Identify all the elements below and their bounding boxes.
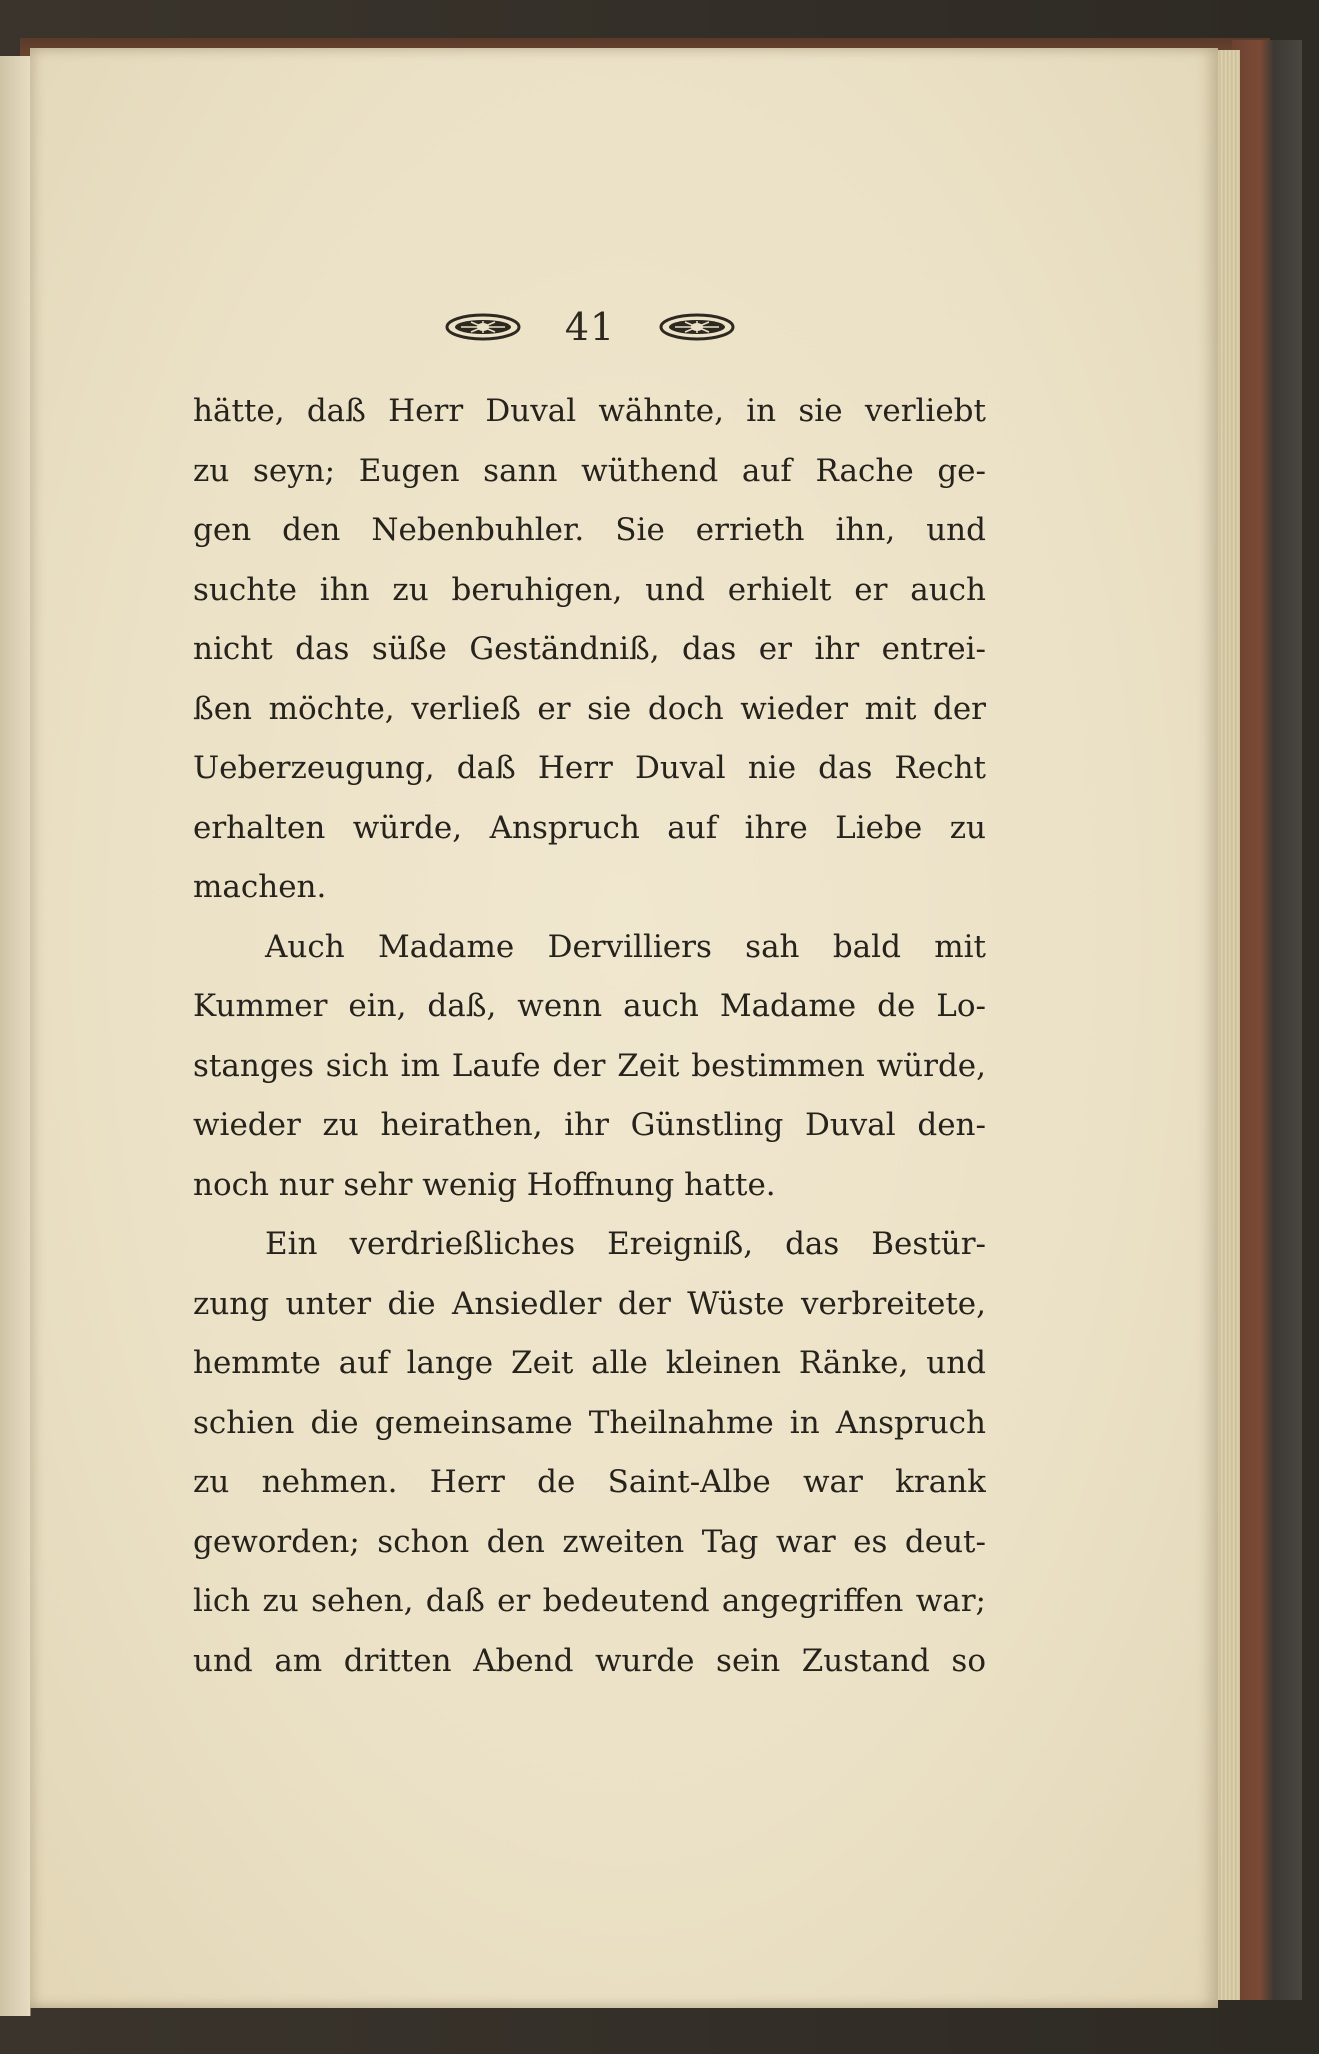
text-line: geworden; schon den zweiten Tag war es deut- [193, 1523, 986, 1560]
text-line: hätte, daß Herr Duval wähnte, in sie verliebt [193, 393, 986, 429]
text-line: machen. [193, 869, 327, 905]
text-line: stanges sich im Laufe der Zeit bestimmen würde, [193, 1047, 986, 1084]
text-line: und am dritten Abend wurde sein Zustand so [193, 1642, 986, 1679]
cover-board-right [1232, 40, 1302, 2000]
text-line: noch nur sehr wenig Hoffnung hatte. [193, 1166, 776, 1203]
text-line: erhalten würde, Anspruch auf ihre Liebe zu [193, 809, 986, 846]
rosette-ornament-left-icon [445, 313, 521, 341]
text-line: suchte ihn zu beruhigen, und erhielt er auch [193, 571, 986, 608]
text-line: nicht das süße Geständniß, das er ihr entrei- [193, 631, 986, 667]
text-line: gen den Nebenbuhler. Sie errieth ihn, und [193, 512, 986, 548]
text-line: hemmte auf lange Zeit alle kleinen Ränke, und [193, 1345, 986, 1381]
body-text [193, 382, 986, 1691]
facing-page-edge [0, 56, 31, 2016]
text-line: lich zu sehen, daß er bedeutend angegriffen war; [193, 1583, 986, 1619]
text-line: schien die gemeinsame Theilnahme in Anspruch [193, 1404, 986, 1441]
text-line: wieder zu heirathen, ihr Günstling Duval den- [193, 1107, 986, 1143]
text-line: zu nehmen. Herr de Saint-Albe war krank [193, 1464, 986, 1500]
text-line: zung unter die Ansiedler der Wüste verbreitete, [193, 1285, 986, 1322]
page-header [440, 300, 740, 354]
page-number: 41 [564, 305, 616, 349]
text-line: zu seyn; Eugen sann wüthend auf Rache ge- [193, 452, 986, 489]
rosette-ornament-right-icon [659, 313, 735, 341]
text-line: ßen möchte, verließ er sie doch wieder mit der [193, 690, 986, 727]
text-line: Auch Madame Dervilliers sah bald mit [265, 928, 986, 965]
text-line: Ueberzeugung, daß Herr Duval nie das Recht [193, 750, 986, 786]
text-line: Ein verdrießliches Ereigniß, das Bestür- [265, 1226, 986, 1262]
text-line: Kummer ein, daß, wenn auch Madame de Lo- [193, 988, 986, 1024]
